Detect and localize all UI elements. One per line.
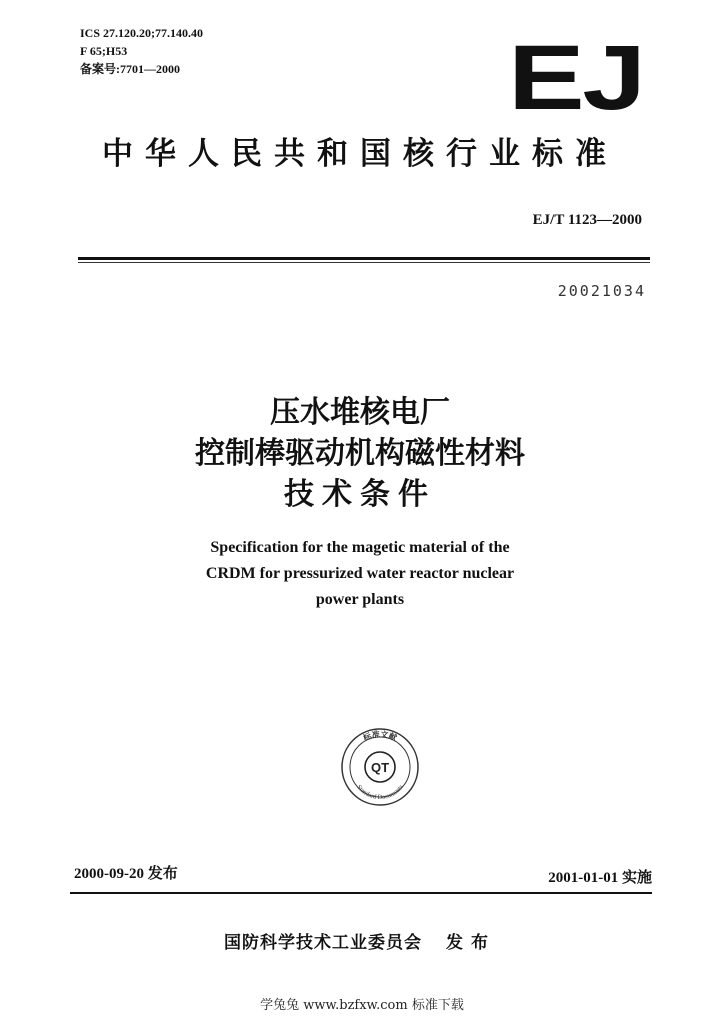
title-line-3: 技术条件 [284,477,436,512]
header-rule-thick [78,257,650,260]
footer-rule [70,892,652,894]
watermark-footer: 学兔兔 www.bzfxw.com 标准下载 [260,998,464,1013]
issue-date: 2000-09-20 发布 [74,866,178,882]
ej-logo: EJ [508,27,644,129]
svg-text:Standard Documents [355,783,405,801]
implementation-date: 2001-01-01 实施 [548,870,652,886]
title-chinese [80,392,640,515]
seal-ring-bottom: Standard Documents [355,783,405,802]
header-metadata [80,24,203,78]
title-en-line-1: Specification for the magetic material of the [210,539,510,556]
seal-ring-top: 标准文献 [361,729,399,743]
stamp-number: 20021034 [557,282,646,300]
ics-code: ICS 27.120.20;77.140.40 [80,26,204,40]
standard-code: EJ/T 1123—2000 [532,212,642,228]
title-en-line-3: power plants [315,591,405,608]
classification-code: F 65;H53 [80,44,128,58]
publisher-action: 发布 [446,933,496,953]
record-number: 备案号:7701—2000 [80,62,180,76]
title-english [80,535,640,613]
publisher [80,928,640,953]
title-line-1: 压水堆核电厂 [270,395,450,430]
publisher-name: 国防科学技术工业委员会 [224,933,422,953]
standard-name: 中华人民共和国核行业标准 [102,136,618,172]
title-line-2: 控制棒驱动机构磁性材料 [195,436,525,471]
header-rule-thin [78,262,650,263]
seal-center-text: QT [370,760,390,775]
qt-seal-icon [338,725,422,809]
title-en-line-2: CRDM for pressurized water reactor nuclear [205,565,515,582]
